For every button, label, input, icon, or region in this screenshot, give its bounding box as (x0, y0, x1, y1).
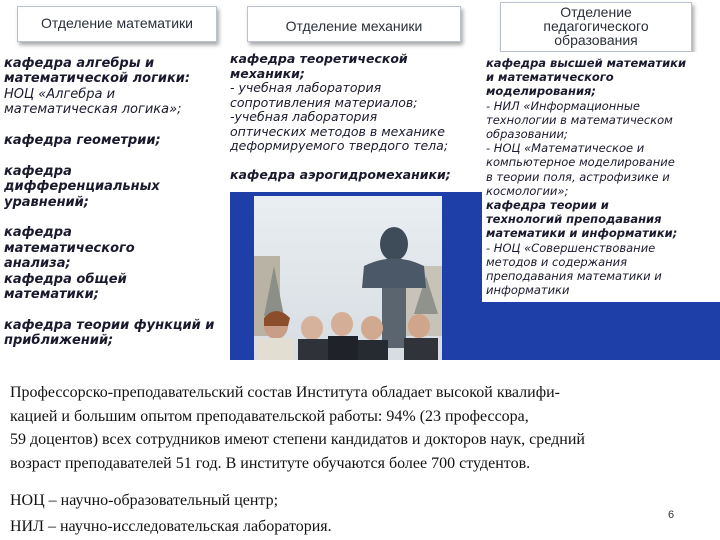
abbreviation-line: НИЛ – научно-исследовательская лаборатория. (10, 518, 332, 535)
header-ped-line: образования (554, 32, 638, 48)
lab-item: -учебная лаборатория (230, 109, 378, 124)
lab-item: - НОЦ «Совершенствование (486, 240, 656, 255)
chair-name: механики; (230, 65, 305, 81)
lab-item: компьютерное моделирование (486, 155, 675, 170)
abbreviation-line: НОЦ – научно-образовательный центр; (10, 492, 279, 509)
lab-item: - НИЛ «Информационные (486, 98, 640, 113)
lab-item: математическая логика»; (4, 102, 182, 118)
header-math-department: Отделение математики (17, 6, 217, 42)
staff-paragraph (10, 381, 710, 475)
chair-name: дифференциальных (4, 179, 160, 195)
monument-photo (254, 196, 442, 374)
chair-name: кафедра геометрии; (4, 133, 161, 148)
chair-name: кафедра теории и (486, 198, 609, 212)
math-chairs-list (0, 52, 230, 360)
page-number: 6 (668, 509, 675, 521)
lab-item: оптических методов в механике (230, 123, 445, 139)
chair-name: математики; (4, 287, 99, 302)
lab-item: в теории поля, астрофизике и (486, 169, 670, 184)
chair-name: уравнений; (4, 194, 89, 210)
chair-name: математики и информатики; (486, 226, 678, 241)
chair-name: и математического (486, 70, 614, 85)
chair-name: кафедра аэрогидромеханики; (230, 167, 451, 182)
lab-item: сопротивления материалов; (230, 94, 418, 110)
chair-name: кафедра алгебры и (4, 56, 155, 71)
paragraph-line: Профессорско-преподавательский состав Института обладает высокой квалифи- (10, 384, 560, 401)
lab-item: технологии в математическом (486, 112, 673, 127)
paragraph-line: кацией и большим опытом преподавательской работы: 94% (23 профессора, (10, 407, 529, 425)
header-mechanics-department: Отделение механики (247, 6, 461, 42)
chair-name: математического (4, 240, 135, 256)
chair-name: кафедра теории функций и (4, 317, 215, 333)
lab-item: образовании; (486, 127, 568, 141)
paragraph-line: возраст преподавателей 51 год. В институте обучаются более 700 студентов. (10, 454, 531, 472)
monument-photo-image (254, 196, 442, 374)
lab-item: - НОЦ «Математическое и (486, 141, 645, 156)
lab-item: космологии»; (486, 183, 569, 198)
header-ped-line: педагогического (543, 18, 649, 34)
header-pedagogical-department (500, 2, 692, 52)
lab-item: НОЦ «Алгебра и (4, 86, 116, 102)
lab-item: - учебная лаборатория (230, 80, 382, 95)
mechanics-chairs-list (226, 52, 482, 192)
chair-name: кафедра (4, 163, 72, 179)
abbreviations (10, 488, 332, 540)
chair-name: приближений; (4, 333, 114, 349)
chair-name: математической логики: (4, 71, 191, 87)
lab-item: преподавания математики и (486, 269, 662, 283)
chair-name: моделирования; (486, 84, 597, 99)
header-ped-line: Отделение (560, 4, 632, 20)
lab-item: информатики (486, 283, 570, 298)
chair-name: кафедра (4, 225, 72, 241)
chair-name: технологий преподавания (486, 212, 662, 227)
chair-name: анализа; (4, 256, 71, 272)
paragraph-line: 59 доцентов) всех сотрудников имеют степени кандидатов и докторов наук, средний (10, 431, 585, 448)
pedagogy-chairs-list (482, 52, 720, 302)
lab-item: деформируемого твердого тела; (230, 138, 449, 153)
chair-name: кафедра теоретической (230, 51, 408, 66)
chair-name: кафедра общей (4, 271, 127, 287)
chair-name: кафедра высшей математики (486, 56, 686, 70)
lab-item: методов и содержания (486, 254, 628, 269)
